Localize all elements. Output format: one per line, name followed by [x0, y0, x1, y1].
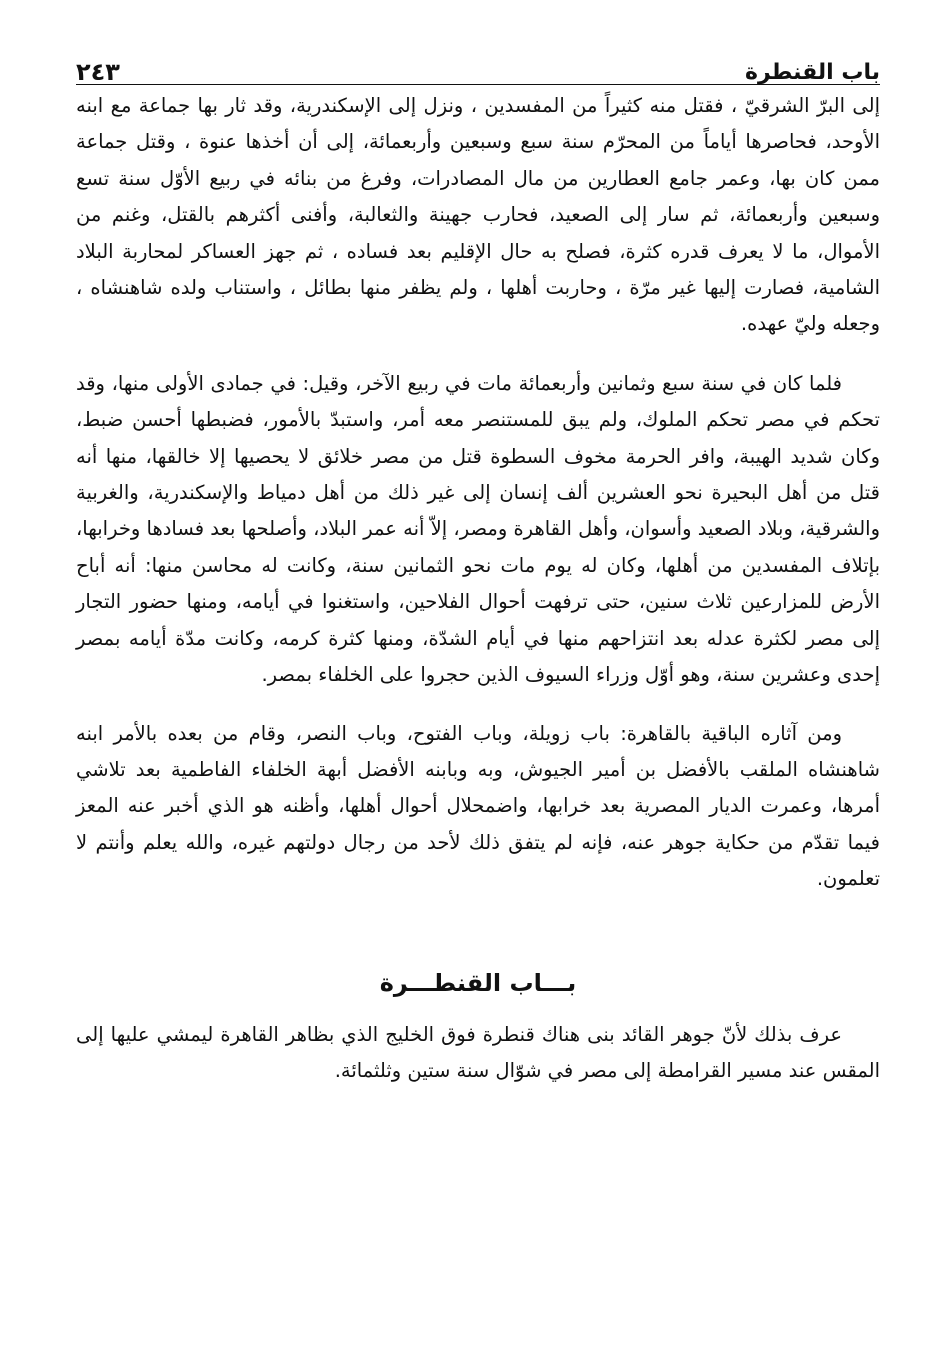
paragraph-spacer	[76, 343, 880, 366]
section-title: بـــاب القنطـــرة	[379, 968, 577, 997]
section-spacer	[76, 898, 880, 963]
paragraph-2: فلما كان في سنة سبع وثمانين وأربعمائة مات في ربيع الآخر، وقيل: في جمادى الأولى منها، وقد تحكم في مصر تحكم الملوك، ولم يبق للمستنصر معه أمر، واستبدّ بالأمور، فضبطها أحسن ضبط، وكان شديد الهيبة، وافر الحرمة مخوف السطوة قتل من مصر خلائق لا يحصيها إلا خالقها، منها أنه قتل من أهل البحيرة نحو العشرين ألف إنسان إلى غير ذلك من أهل دمياط والإسكندرية، والغربية والشرقية، وبلاد الصعيد وأسوان، وأهل القاهرة ومصر، إلاّ أنه عمر البلاد، وأصلحها بعد فسادها وخرابها، بإتلاف المفسدين من أهلها، وكان له يوم مات نحو الثمانين سنة، وكانت له محاسن منها: أنه أباح الأرض للمزارعين ثلاث سنين، حتى ترفهت أحوال الفلاحين، واستغنوا في أيامه، ومنها حضور التجار إلى مصر لكثرة عدله بعد انتزاحهم منها في أيام الشدّة، ومنها كثرة كرمه، وكانت مدّة أيامه بمصر إحدى وعشرين سنة، وهو أوّل وزراء السيوف الذين حجروا على الخلفاء بمصر.	[76, 371, 880, 687]
page-number: ٢٤٣	[76, 58, 120, 86]
paragraph-3: ومن آثاره الباقية بالقاهرة: باب زويلة، وباب الفتوح، وباب النصر، وقام من بعده بالأمر ابنه شاهنشاه الملقب بالأفضل بن أمير الجيوش، وبه وبابنه الأفضل أبهة الخلفاء الفاطمية بعد تلاشي أمرها، وعمرت الديار المصرية بعد خرابها، واضمحلال أحوال أهلها، وأظنه هو الذي أخبر عنه المعز فيما تقدّم من حكاية جوهر عنه، فإنه لم يتفق ذلك لأحد من رجال دولتهم غيره، والله يعلم وأنتم لا تعلمون.	[76, 721, 880, 891]
body-text	[76, 88, 880, 1089]
section-paragraph: عرف بذلك لأنّ جوهر القائد بنى هناك قنطرة فوق الخليج الذي بظاهر القاهرة ليمشي عليها إلى المقس عند مسير القرامطة إلى مصر في شوّال سنة ستين وثلثمائة.	[76, 1022, 880, 1082]
running-head: باب القنطرة	[744, 60, 880, 85]
page-header	[76, 34, 880, 84]
paragraph-1: إلى البرّ الشرقيّ ، فقتل منه كثيراً من المفسدين ، ونزل إلى الإسكندرية، وقد ثار بها جماعة مع ابنه الأوحد، فحاصرها أياماً من المحرّم سنة سبع وسبعين وأربعمائة، إلى أن أخذها عنوة ، وقتل جماعة ممن كان بها، وعمر جامع العطارين من مال المصادرات، وفرغ من بنائه في ربيع الأوّل سنة تسع وسبعين وأربعمائة، ثم سار إلى الصعيد، فحارب جهينة والثعالبة، وأفنى أكثرهم بالقتل، وغنم من الأموال، ما لا يعرف قدره كثرة، فصلح به حال الإقليم بعد فساده ، ثم جهز العساكر لمحاربة البلاد الشامية، فصارت إليها غير مرّة ، وحاربت أهلها ، ولم يظفر منها بطائل ، واستناب ولده شاهنشاه ، وجعله وليّ عهده.	[76, 94, 880, 336]
section-spacer	[76, 1003, 880, 1017]
header-rule	[76, 84, 880, 85]
paragraph-spacer	[76, 694, 880, 716]
